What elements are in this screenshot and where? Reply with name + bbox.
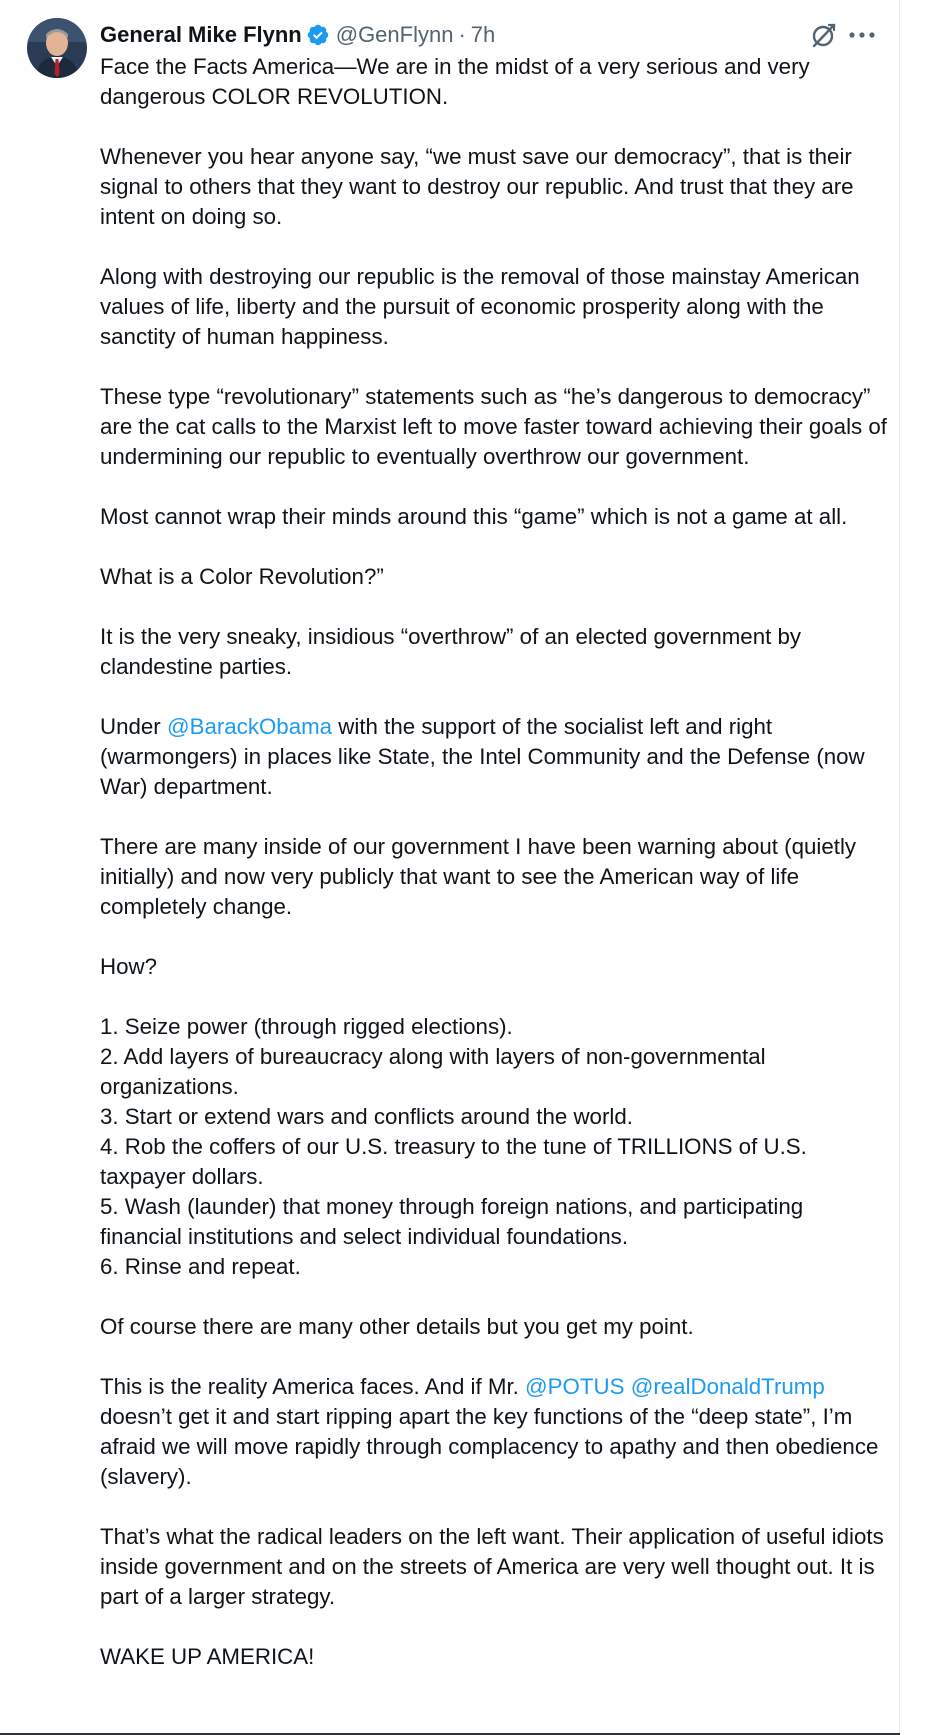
tweet-paragraph: How? <box>100 954 158 979</box>
mention-link-potus[interactable]: @POTUS <box>525 1374 625 1399</box>
mention-link-realdonaldtrump[interactable]: @realDonaldTrump <box>630 1374 825 1399</box>
tweet-paragraph: Along with destroying our republic is the removal of those mainstay American values of life, liberty and the pursuit of economic prosperity along with the sanctity of human happiness. <box>100 264 860 349</box>
tweet-paragraph: These type “revolutionary” statements such as “he’s dangerous to democracy” are the cat calls to the Marxist left to move faster toward achieving their goals of undermining our republic to eventually overthrow our government. <box>100 384 887 469</box>
more-options-icon[interactable] <box>847 22 877 48</box>
avatar-image <box>27 18 87 78</box>
list-item: 4. Rob the coffers of our U.S. treasury to the tune of TRILLIONS of U.S. taxpayer dollars. <box>100 1134 807 1189</box>
tweet-paragraph: What is a Color Revolution?” <box>100 564 384 589</box>
list-item: 5. Wash (launder) that money through foreign nations, and participating financial institutions and select individual foundations. <box>100 1194 804 1249</box>
header-separator: · <box>458 22 466 47</box>
tweet-paragraph <box>100 712 890 802</box>
mention-link-barackobama[interactable]: @BarackObama <box>166 714 333 739</box>
author-name[interactable]: General Mike Flynn <box>100 22 302 47</box>
timestamp[interactable]: 7h <box>470 22 496 47</box>
list-item: 6. Rinse and repeat. <box>100 1254 301 1279</box>
text-segment: doesn’t get it and start ripping apart the key functions of the “deep state”, I’m afraid we will move rapidly through complacency to apathy and then obedience (slavery). <box>100 1404 879 1489</box>
tweet-paragraph: Most cannot wrap their minds around this “game” which is not a game at all. <box>100 504 848 529</box>
tweet-paragraph: WAKE UP AMERICA! <box>100 1644 315 1669</box>
numbered-list <box>100 1012 890 1282</box>
author-handle[interactable]: @GenFlynn <box>335 22 454 47</box>
text-segment: Under <box>100 714 167 739</box>
tweet-paragraph: Whenever you hear anyone say, “we must save our democracy”, that is their signal to others that they want to destroy our republic. And trust that they are intent on doing so. <box>100 144 854 229</box>
tweet-paragraph: That’s what the radical leaders on the left want. Their application of useful idiots inside government and on the streets of America are very well thought out. It is part of a larger strategy. <box>100 1524 884 1609</box>
list-item: 2. Add layers of bureaucracy along with layers of non-governmental organizations. <box>100 1044 766 1099</box>
list-item: 3. Start or extend wars and conflicts around the world. <box>100 1104 633 1129</box>
text-segment: This is the reality America faces. And if Mr. <box>100 1374 526 1399</box>
tweet-header <box>100 18 495 52</box>
list-item: 1. Seize power (through rigged elections). <box>100 1014 513 1039</box>
tweet-paragraph: Of course there are many other details but you get my point. <box>100 1314 694 1339</box>
text-segment: with the support of the socialist left and right (warmongers) in places like State, the Intel Community and the Defense (now War) department. <box>100 714 865 799</box>
tweet-paragraph: Face the Facts America—We are in the midst of a very serious and very dangerous COLOR REVOLUTION. <box>100 54 810 109</box>
avatar[interactable] <box>27 18 87 78</box>
tweet-paragraph: It is the very sneaky, insidious “overthrow” of an elected government by clandestine parties. <box>100 624 802 679</box>
tweet-body <box>100 52 890 1702</box>
tweet-paragraph: There are many inside of our government I have been warning about (quietly initially) and now very publicly that want to see the American way of life completely change. <box>100 834 857 919</box>
verified-badge-icon[interactable] <box>306 23 330 47</box>
grok-icon[interactable] <box>810 21 838 49</box>
tweet-paragraph <box>100 1372 890 1492</box>
